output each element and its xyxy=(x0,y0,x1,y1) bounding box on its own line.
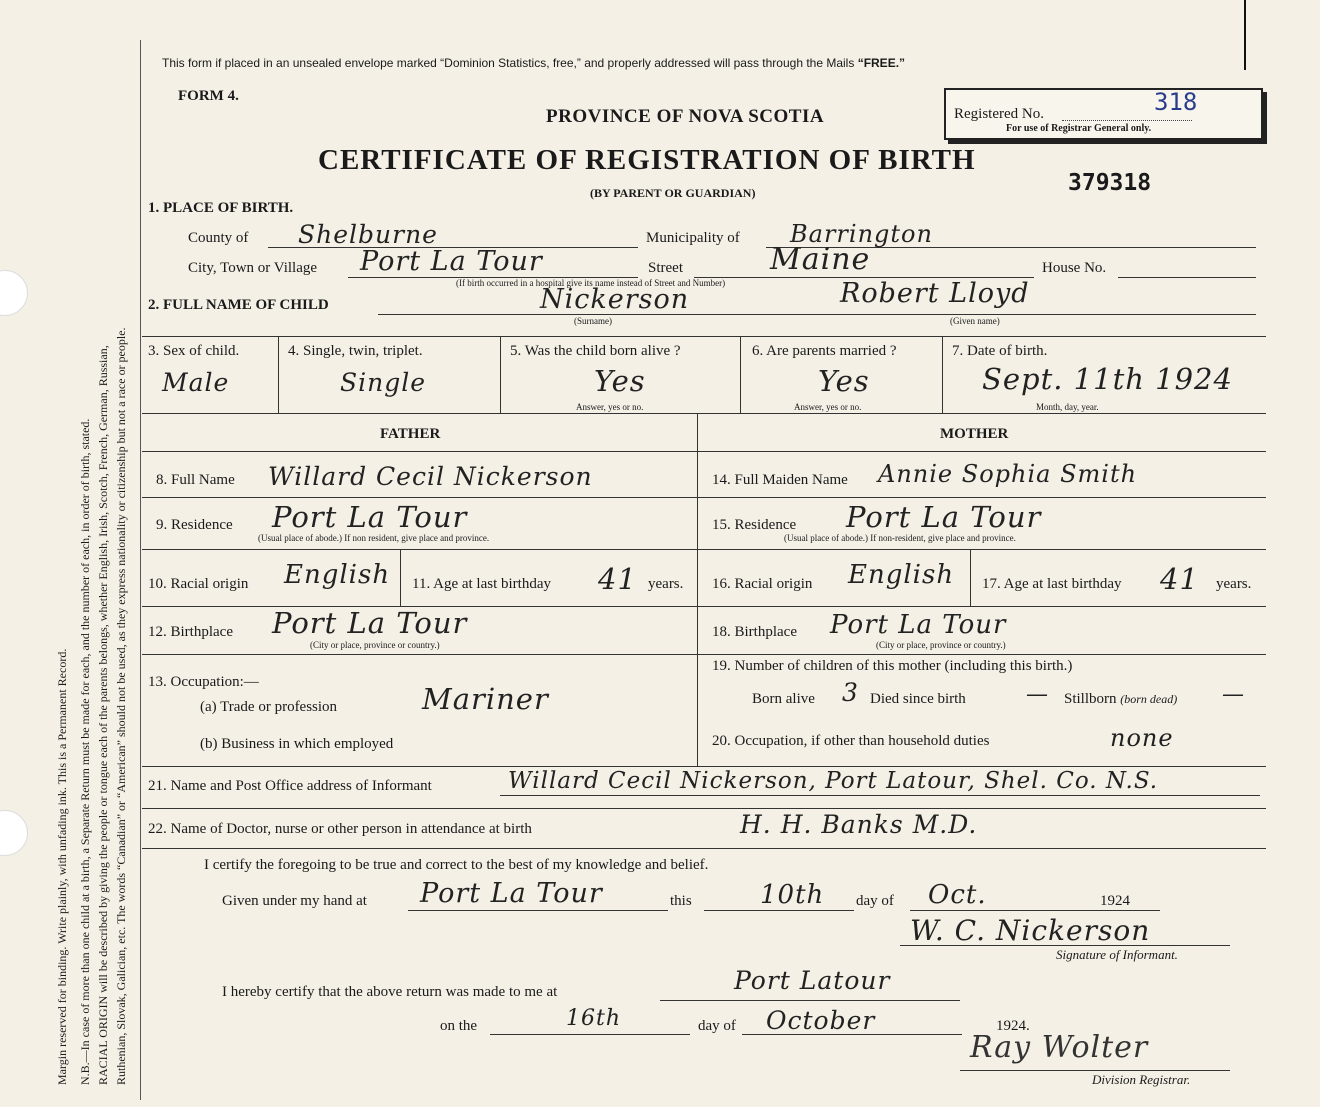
married-value: Yes xyxy=(818,364,870,398)
registrar-place-line xyxy=(660,1000,960,1001)
given-day-of-label: day of xyxy=(856,893,894,909)
father-residence-note: (Usual place of abode.) If non resident, give place and province. xyxy=(258,533,490,543)
given-note: (Given name) xyxy=(950,316,1000,326)
sex-value: Male xyxy=(162,368,230,397)
mother-residence-label: 15. Residence xyxy=(712,517,797,533)
binding-hole-bottom xyxy=(0,810,28,856)
mail-notice-text: This form if placed in an unsealed envelope marked “Dominion Statistics, free,” and properly addressed will pass through the Mails xyxy=(162,56,855,70)
given-place-line xyxy=(408,910,668,911)
mother-name-value: Annie Sophia Smith xyxy=(878,460,1138,488)
registrar-signature: Ray Wolter xyxy=(970,1030,1149,1065)
given-place-value: Port La Tour xyxy=(420,878,603,909)
alive-note: Answer, yes or no. xyxy=(576,402,644,412)
married-label: 6. Are parents married ? xyxy=(752,343,897,359)
given-day-value: 10th xyxy=(760,880,825,910)
mother-race-label: 16. Racial origin xyxy=(712,576,813,592)
mother-race-value: English xyxy=(848,560,955,590)
given-year-value: 1924 xyxy=(1100,893,1130,909)
serial-number: 379318 xyxy=(1068,170,1152,196)
row21-rule xyxy=(142,808,1266,809)
dob-label: 7. Date of birth. xyxy=(952,343,1048,359)
child-given-name: Robert Lloyd xyxy=(840,278,1030,309)
registrar-day-value: 16th xyxy=(566,1006,622,1031)
registrar-year-value: 1924. xyxy=(996,1018,1030,1034)
margin-note-1: Margin reserved for binding. Write plainly, with unfading ink. This is a Permanent Record. xyxy=(55,648,69,1085)
house-line xyxy=(1118,277,1256,278)
mother-age-value: 41 xyxy=(1160,562,1199,596)
father-race-value: English xyxy=(284,560,391,590)
table-top-rule xyxy=(142,336,1266,337)
given-day-line xyxy=(704,910,854,911)
mother-birthplace-value: Port La Tour xyxy=(830,610,1007,640)
registered-line xyxy=(1062,120,1192,121)
row3-divider-3 xyxy=(740,336,741,413)
page-title: CERTIFICATE OF REGISTRATION OF BIRTH xyxy=(318,144,976,176)
row3-divider-4 xyxy=(942,336,943,413)
house-label: House No. xyxy=(1042,260,1107,276)
father-race-label: 10. Racial origin xyxy=(148,576,249,592)
street-value: Maine xyxy=(770,242,871,277)
mother-race-divider xyxy=(970,549,971,606)
row22-rule xyxy=(142,848,1266,849)
father-name-label: 8. Full Name xyxy=(156,472,235,488)
mother-age-label: 17. Age at last birthday xyxy=(982,576,1122,592)
father-birthplace-note: (City or place, province or country.) xyxy=(310,640,440,650)
on-the-label: on the xyxy=(440,1018,478,1034)
given-month-line xyxy=(910,910,1160,911)
plurality-value: Single xyxy=(340,368,427,397)
child-name-label: 2. FULL NAME OF CHILD xyxy=(148,297,329,313)
father-race-divider xyxy=(400,549,401,606)
city-label: City, Town or Village xyxy=(188,260,318,276)
informant-signature: W. C. Nickerson xyxy=(910,914,1151,947)
mother-birthplace-label: 18. Birthplace xyxy=(712,624,797,640)
row3-bottom-rule xyxy=(142,413,1266,414)
this-label: this xyxy=(670,893,692,909)
row9-rule xyxy=(142,549,1266,550)
doctor-value: H. H. Banks M.D. xyxy=(740,810,978,839)
mother-heading: MOTHER xyxy=(940,426,1009,442)
registrar-signature-line xyxy=(960,1070,1230,1071)
heading-rule xyxy=(142,451,1266,452)
registrar-month-value: October xyxy=(766,1006,876,1035)
street-label: Street xyxy=(648,260,683,276)
city-note: (If birth occurred in a hospital give its name instead of Street and Number) xyxy=(456,278,726,288)
stillborn-label xyxy=(1064,691,1177,708)
registered-label: Registered No. xyxy=(954,106,1044,122)
given-under-label: Given under my hand at xyxy=(222,893,367,909)
registrar-day-line xyxy=(490,1034,690,1035)
municipality-label: Municipality of xyxy=(646,230,740,246)
certify-statement: I certify the foregoing to be true and correct to the best of my knowledge and belief. xyxy=(204,857,709,873)
mother-birthplace-note: (City or place, province or country.) xyxy=(876,640,1006,650)
dob-value: Sept. 11th 1924 xyxy=(982,362,1233,396)
born-alive-value: 3 xyxy=(842,678,859,707)
edge-mark xyxy=(1244,0,1246,70)
child-name-line xyxy=(378,314,1256,315)
registrar-place-value: Port Latour xyxy=(734,966,891,995)
mother-residence-note: (Usual place of abode.) If non-resident, give place and province. xyxy=(784,533,1016,543)
province-title: PROVINCE OF NOVA SCOTIA xyxy=(546,106,825,127)
county-value: Shelburne xyxy=(298,220,438,249)
mother-name-label: 14. Full Maiden Name xyxy=(712,472,848,488)
margin-note-2: N.B.—In case of more than one child at a birth, a Separate Return must be made for each, and the number of each, in order of birth, stated. xyxy=(78,418,92,1085)
stillborn-value: — xyxy=(1222,682,1245,707)
stillborn-note: (born dead) xyxy=(1120,692,1178,706)
father-residence-label: 9. Residence xyxy=(156,517,233,533)
informant-value: Willard Cecil Nickerson, Port Latour, Shel. Co. N.S. xyxy=(508,768,1159,794)
dob-note: Month, day, year. xyxy=(1036,402,1099,412)
died-label: Died since birth xyxy=(870,691,966,707)
business-label: (b) Business in which employed xyxy=(200,736,394,752)
margin-note-3: RACIAL ORIGIN will be described by giving the people or tongue each of the parents belongs, whether English, Irish, Scotch, French, German, Russian, xyxy=(96,345,110,1085)
county-label: County of xyxy=(188,230,249,246)
sex-label: 3. Sex of child. xyxy=(148,343,240,359)
registered-box xyxy=(944,88,1263,140)
city-value: Port La Tour xyxy=(360,246,543,277)
father-birthplace-label: 12. Birthplace xyxy=(148,624,233,640)
margin-note-4: Ruthenian, Slovak, Galician, etc. The words “Canadian” or “American” should not be used, as they express nationality or citizenship but not a race or people. xyxy=(114,327,128,1085)
informant-line xyxy=(500,795,1260,796)
father-age-label: 11. Age at last birthday xyxy=(412,576,551,592)
parents-divider xyxy=(697,413,698,766)
row13-rule xyxy=(142,766,1266,767)
mother-occupation-label: 20. Occupation, if other than household duties xyxy=(712,733,990,749)
registered-note: For use of Registrar General only. xyxy=(1006,123,1152,134)
father-residence-value: Port La Tour xyxy=(272,500,468,534)
child-surname: Nickerson xyxy=(540,284,690,315)
father-birthplace-value: Port La Tour xyxy=(272,606,468,640)
trade-label: (a) Trade or profession xyxy=(200,699,338,715)
plurality-label: 4. Single, twin, triplet. xyxy=(288,343,423,359)
doctor-label: 22. Name of Doctor, nurse or other person in attendance at birth xyxy=(148,821,532,837)
died-value: — xyxy=(1026,682,1049,707)
mother-residence-value: Port La Tour xyxy=(846,500,1042,534)
page-subtitle: (BY PARENT OR GUARDIAN) xyxy=(590,186,756,200)
margin-rule xyxy=(140,40,141,1100)
alive-value: Yes xyxy=(594,364,646,398)
registrar-day-of-label: day of xyxy=(698,1018,736,1034)
father-heading: FATHER xyxy=(380,426,441,442)
row3-divider-1 xyxy=(278,336,279,413)
born-alive-label: Born alive xyxy=(752,691,815,707)
children-count-label: 19. Number of children of this mother (including this birth.) xyxy=(712,658,1073,674)
informant-label: 21. Name and Post Office address of Informant xyxy=(148,778,432,794)
row12-rule xyxy=(142,654,1266,655)
registered-number: 318 xyxy=(1154,88,1198,116)
free-label: “FREE.” xyxy=(857,56,906,70)
mother-age-unit: years. xyxy=(1216,576,1252,592)
informant-signature-label: Signature of Informant. xyxy=(1056,947,1178,962)
row3-divider-2 xyxy=(500,336,501,413)
place-of-birth-heading: 1. PLACE OF BIRTH. xyxy=(148,200,294,216)
given-month-value: Oct. xyxy=(928,880,987,910)
municipality-value: Barrington xyxy=(790,220,933,248)
married-note: Answer, yes or no. xyxy=(794,402,862,412)
surname-note: (Surname) xyxy=(574,316,612,326)
registrar-statement: I hereby certify that the above return was made to me at xyxy=(222,984,558,1000)
mail-notice xyxy=(162,56,905,70)
registrar-signature-label: Division Registrar. xyxy=(1092,1072,1191,1087)
trade-value: Mariner xyxy=(422,682,549,716)
binding-hole-top xyxy=(0,270,28,316)
form-number: FORM 4. xyxy=(178,88,239,104)
father-name-value: Willard Cecil Nickerson xyxy=(268,462,593,491)
father-age-value: 41 xyxy=(598,562,637,596)
occupation-label: 13. Occupation:— xyxy=(148,674,259,690)
row8-rule xyxy=(142,497,1266,498)
alive-label: 5. Was the child born alive ? xyxy=(510,343,681,359)
mother-occupation-value: none xyxy=(1110,724,1174,752)
father-age-unit: years. xyxy=(648,576,684,592)
stillborn-label-text: Stillborn xyxy=(1064,691,1117,707)
